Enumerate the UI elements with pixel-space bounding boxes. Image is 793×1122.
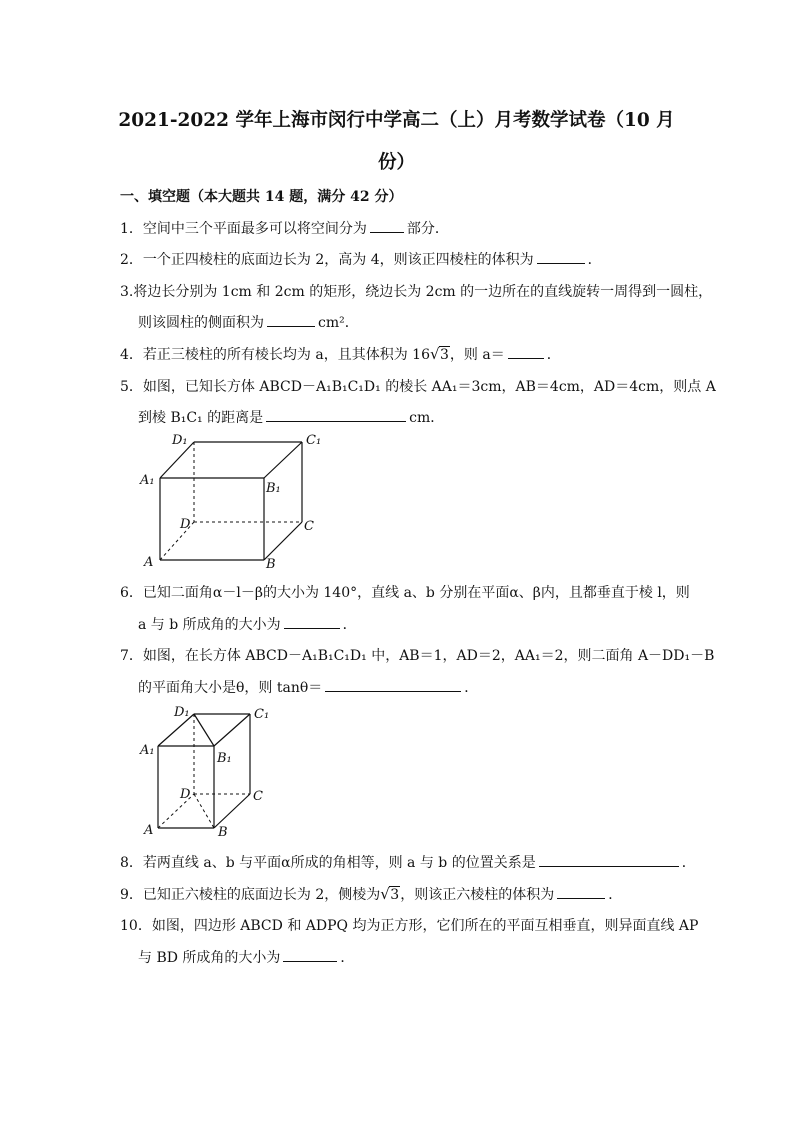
answer-blank-6[interactable] [284,615,340,629]
label-c: C [253,789,263,804]
question-9: 9．已知正六棱柱的底面边长为 2，侧棱为 √ 3，则该正六棱柱的体积为 ． [120,885,623,903]
label-c1: C₁ [306,433,322,448]
question-10: 10．如图，四边形 ABCD 和 ADPQ 均为正方形，它们所在的平面互相垂直，则异面直线 AP [120,918,699,934]
question-5-cont: 到棱 B₁C₁ 的距离是 cm． [138,410,445,426]
answer-blank-4[interactable] [508,345,544,359]
volume-expression: 16 √ 3 [412,345,449,363]
question-4: 4．若正三棱柱的所有棱长均为 a，且其体积为 16 √ 3，则 a＝ ． [120,345,561,363]
question-2: 2．一个正四棱柱的底面边长为 2，高为 4，则该正四棱柱的体积为 ． [120,252,602,268]
answer-blank-5[interactable] [266,408,406,422]
label-c1: C₁ [254,707,270,722]
question-3: 3.将边长分别为 1cm 和 2cm 的矩形，绕边长为 2cm 的一边所在的直线旋转一周得到一圆柱， [120,284,713,300]
label-a1: A₁ [140,743,155,758]
label-b: B [218,825,228,840]
answer-blank-1[interactable] [370,219,404,233]
answer-blank-2[interactable] [537,250,585,264]
label-a1: A₁ [140,473,155,488]
label-b: B [266,557,276,572]
label-c: C [304,519,314,534]
question-5: 5．如图，已知长方体 ABCD－A₁B₁C₁D₁ 的棱长 AA₁＝3cm，AB＝4cm，AD＝4cm，则点 A [120,379,716,395]
page-title-line2: 份） [377,152,415,173]
section-heading: 一、填空题（本大题共 14 题，满分 42 分） [120,189,403,205]
label-b1: B₁ [266,481,281,496]
question-1: 1．空间中三个平面最多可以将空间分为 部分． [120,221,449,237]
question-7: 7．如图，在长方体 ABCD－A₁B₁C₁D₁ 中，AB＝1，AD＝2，AA₁＝2，则二面角 A－DD₁－B [120,648,715,664]
question-3-cont: 则该圆柱的侧面积为 cm²． [138,315,359,331]
question-10-cont: 与 BD 所成角的大小为 ． [138,950,355,966]
answer-blank-9[interactable] [557,885,605,899]
question-7-cont: 的平面角大小是θ，则 tanθ＝ ． [138,680,479,696]
question-6: 6．已知二面角α－l－β的大小为 140°，直线 a、b 分别在平面α、β内，且都垂直于棱 l，则 [120,585,690,601]
label-a: A [144,823,154,838]
label-d1: D₁ [172,433,188,448]
lateral-edge-expression: √ 3 [380,885,400,903]
answer-blank-7[interactable] [325,678,461,692]
cuboid-figure-1 [136,430,336,572]
label-d: D [180,517,191,532]
answer-blank-3[interactable] [267,313,315,327]
question-6-cont: a 与 b 所成角的大小为 ． [138,617,357,633]
label-b1: B₁ [217,751,232,766]
answer-blank-8[interactable] [539,853,679,867]
answer-blank-10[interactable] [283,948,337,962]
label-d: D [180,787,191,802]
page-title-line1: 2021-2022 学年上海市闵行中学高二（上）月考数学试卷（10 月 [118,110,675,131]
cuboid-figure-2 [136,700,286,844]
question-8: 8．若两直线 a、b 与平面α所成的角相等，则 a 与 b 的位置关系是 ． [120,855,696,871]
label-a: A [144,555,154,570]
label-d1: D₁ [174,705,190,720]
